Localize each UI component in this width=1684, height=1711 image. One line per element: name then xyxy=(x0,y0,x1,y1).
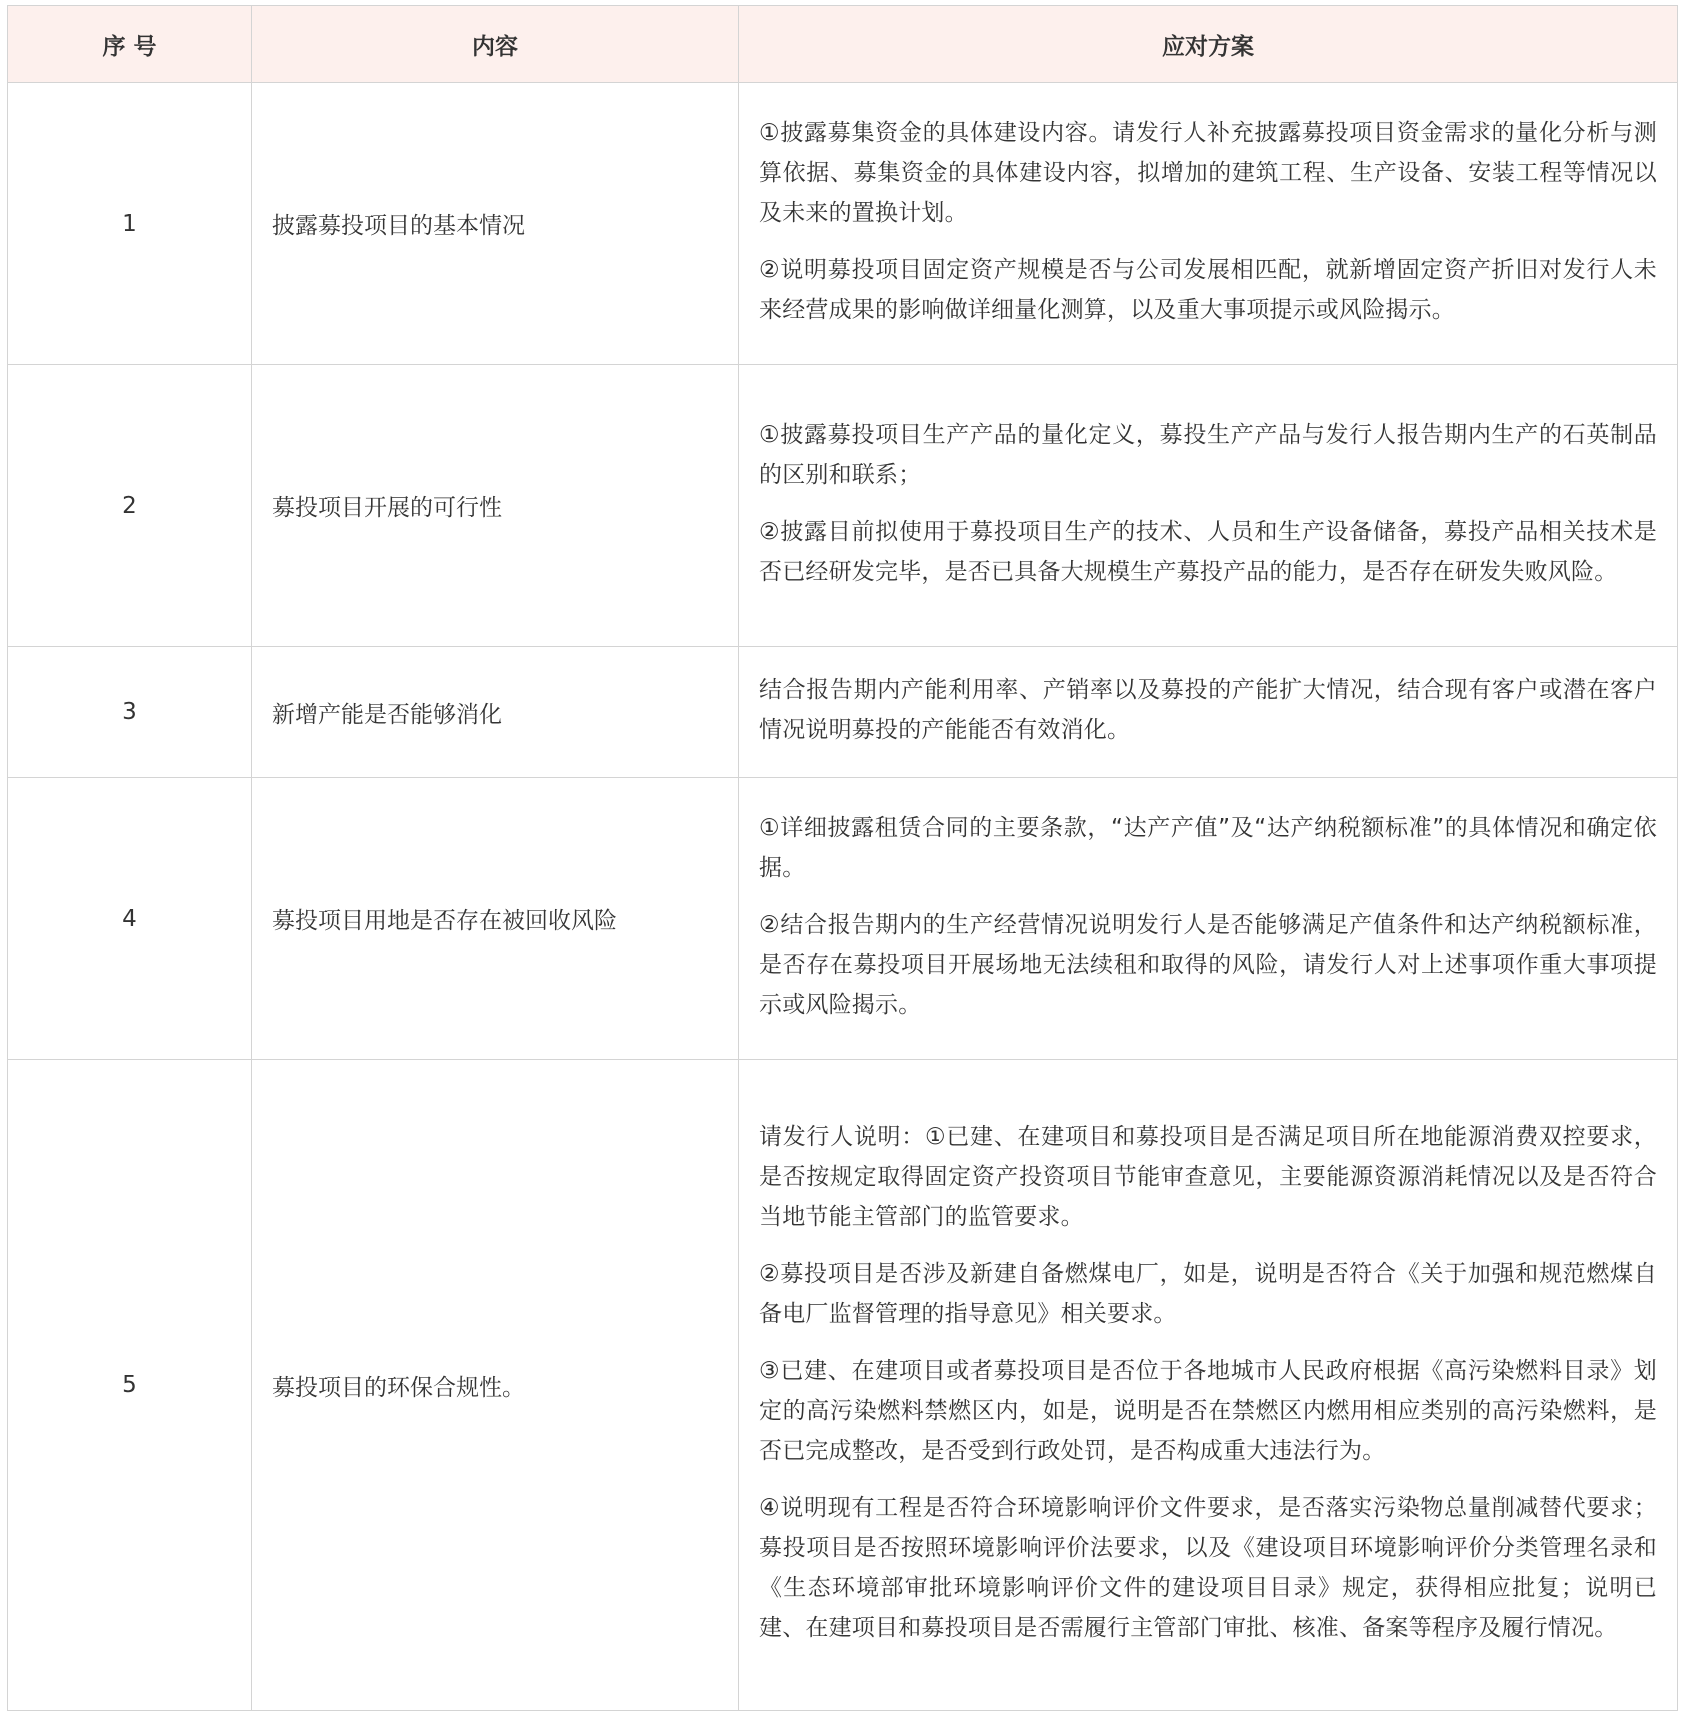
row-plan xyxy=(739,83,1678,365)
row-number: 2 xyxy=(8,365,252,647)
plan-paragraph: ②结合报告期内的生产经营情况说明发行人是否能够满足产值条件和达产纳税额标准，是否存在募投项目开展场地无法续租和取得的风险，请发行人对上述事项作重大事项提示或风险揭示。 xyxy=(759,911,1657,1018)
plan-paragraph: ②披露目前拟使用于募投项目生产的技术、人员和生产设备储备，募投产品相关技术是否已经研发完毕，是否已具备大规模生产募投产品的能力，是否存在研发失败风险。 xyxy=(759,518,1657,585)
row-number: 3 xyxy=(8,647,252,778)
plan-paragraph: ①详细披露租赁合同的主要条款，“达产产值”及“达产纳税额标准”的具体情况和确定依据。 xyxy=(759,814,1657,881)
plan-paragraph: ④说明现有工程是否符合环境影响评价文件要求，是否落实污染物总量削减替代要求；募投项目是否按照环境影响评价法要求，以及《建设项目环境影响评价分类管理名录和《生态环境部审批环境影响评价文件的建设项目目录》规定，获得相应批复；说明已建、在建项目和募投项目是否需履行主管部门审批、核准、备案等程序及履行情况。 xyxy=(759,1495,1657,1641)
row-plan xyxy=(739,647,1678,778)
row-content: 披露募投项目的基本情况 xyxy=(252,83,739,365)
plan-paragraph: ②说明募投项目固定资产规模是否与公司发展相匹配，就新增固定资产折旧对发行人未来经营成果的影响做详细量化测算，以及重大事项提示或风险揭示。 xyxy=(759,256,1657,323)
header-col-content: 内容 xyxy=(252,6,739,83)
row-content: 募投项目用地是否存在被回收风险 xyxy=(252,778,739,1060)
plan-paragraph: ①披露募投项目生产产品的量化定义，募投生产产品与发行人报告期内生产的石英制品的区别和联系； xyxy=(759,421,1657,488)
plan-paragraph: 请发行人说明：①已建、在建项目和募投项目是否满足项目所在地能源消费双控要求，是否按规定取得固定资产投资项目节能审查意见，主要能源资源消耗情况以及是否符合当地节能主管部门的监管要求。 xyxy=(759,1124,1657,1230)
table-row xyxy=(8,647,1678,778)
header-row xyxy=(8,6,1678,83)
table-body xyxy=(8,83,1678,1711)
plan-paragraph: 结合报告期内产能利用率、产销率以及募投的产能扩大情况，结合现有客户或潜在客户情况说明募投的产能能否有效消化。 xyxy=(759,676,1657,743)
table-header xyxy=(8,6,1678,83)
row-number: 1 xyxy=(8,83,252,365)
header-col-plan: 应对方案 xyxy=(739,6,1678,83)
row-plan xyxy=(739,1060,1678,1711)
response-plan-table xyxy=(7,5,1678,1711)
plan-paragraph: ①披露募集资金的具体建设内容。请发行人补充披露募投项目资金需求的量化分析与测算依据、募集资金的具体建设内容，拟增加的建筑工程、生产设备、安装工程等情况以及未来的置换计划。 xyxy=(759,119,1657,226)
row-plan xyxy=(739,778,1678,1060)
row-content: 新增产能是否能够消化 xyxy=(252,647,739,778)
plan-paragraph: ②募投项目是否涉及新建自备燃煤电厂，如是，说明是否符合《关于加强和规范燃煤自备电厂监督管理的指导意见》相关要求。 xyxy=(759,1261,1657,1327)
plan-paragraph: ③已建、在建项目或者募投项目是否位于各地城市人民政府根据《高污染燃料目录》划定的高污染燃料禁燃区内，如是，说明是否在禁燃区内燃用相应类别的高污染燃料，是否已完成整改，是否受到行政处罚，是否构成重大违法行为。 xyxy=(759,1358,1657,1464)
row-number: 4 xyxy=(8,778,252,1060)
row-number: 5 xyxy=(8,1060,252,1711)
header-col-num: 序 号 xyxy=(8,6,252,83)
row-content: 募投项目开展的可行性 xyxy=(252,365,739,647)
table-row xyxy=(8,778,1678,1060)
document-table-container xyxy=(7,5,1677,1711)
row-plan xyxy=(739,365,1678,647)
table-row xyxy=(8,83,1678,365)
row-content: 募投项目的环保合规性。 xyxy=(252,1060,739,1711)
table-row xyxy=(8,365,1678,647)
table-row xyxy=(8,1060,1678,1711)
